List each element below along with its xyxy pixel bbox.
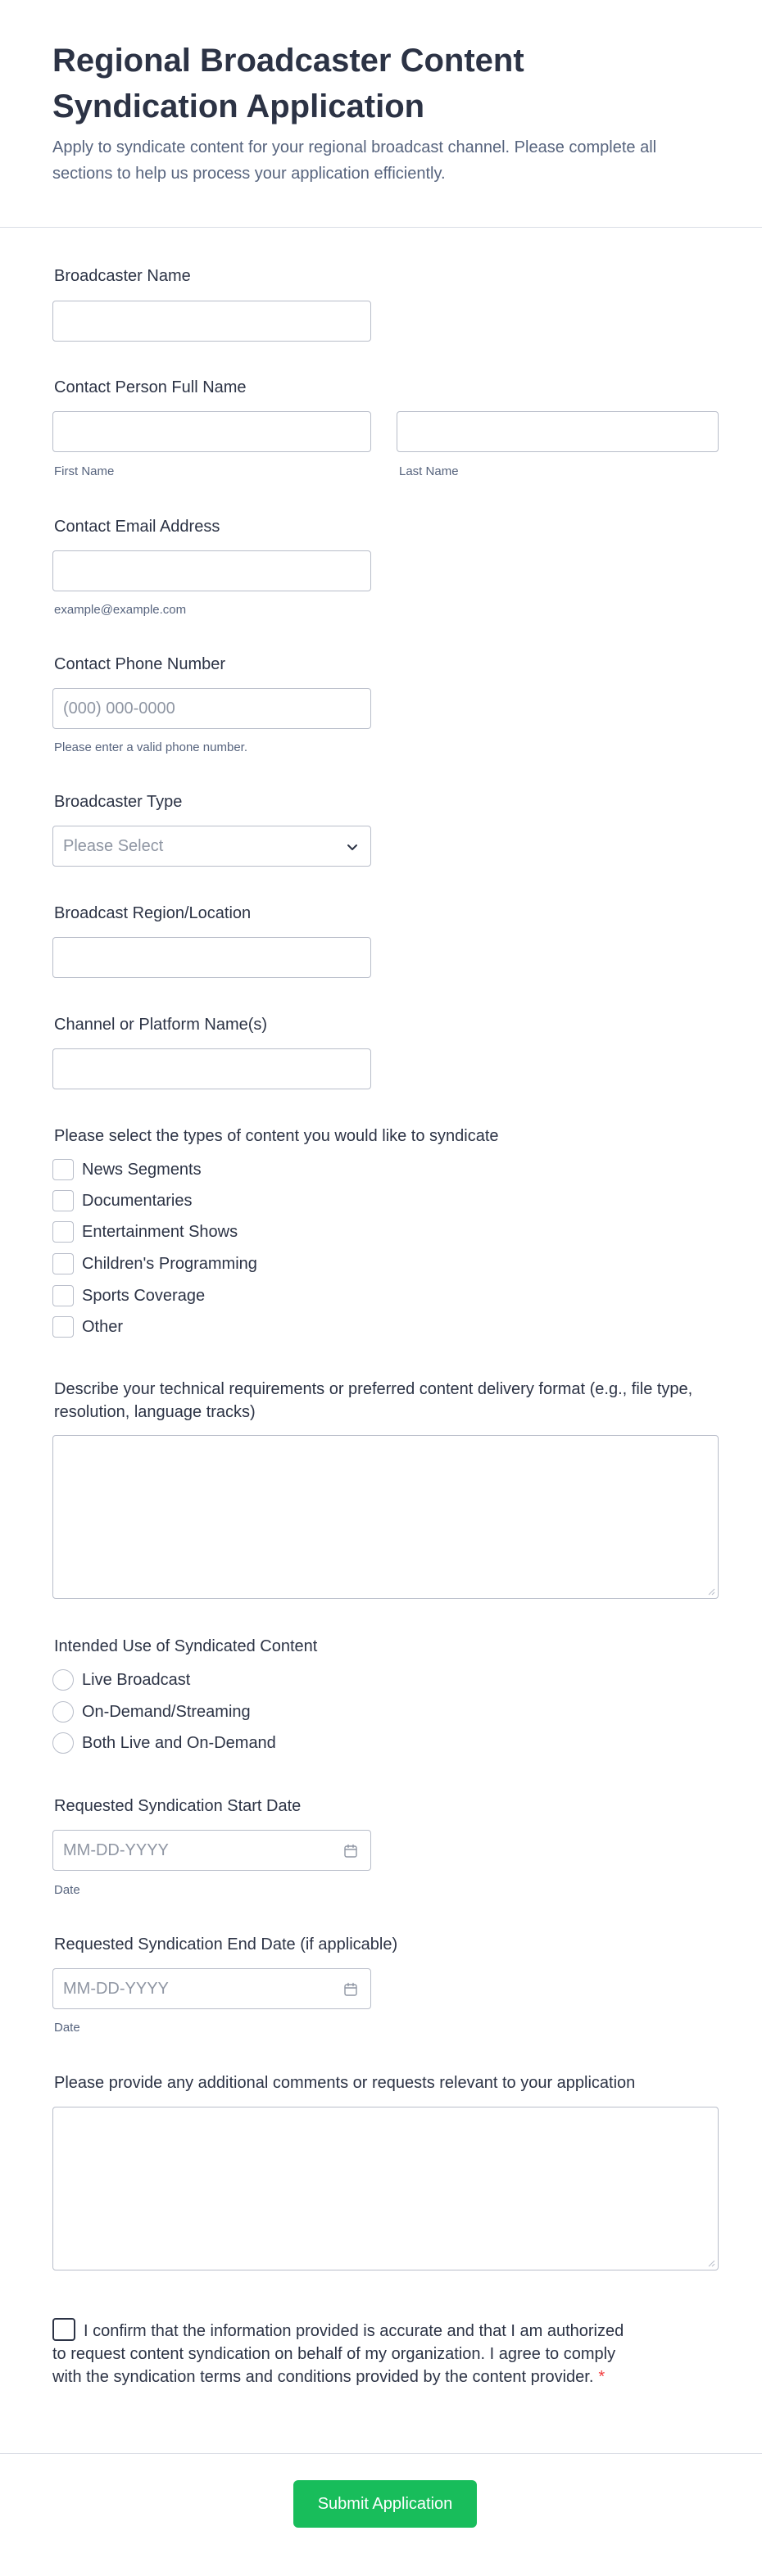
page-title: Regional Broadcaster Content Syndication Application (52, 43, 524, 124)
comments-textarea[interactable] (52, 2107, 719, 2270)
technical-label: Describe your technical requirements or preferred content delivery format (e.g., file type, resolution, language tracks) (54, 1380, 693, 1421)
option-label: On-Demand/Streaming (82, 1703, 251, 1721)
option-label: Entertainment Shows (82, 1223, 238, 1241)
chevron-down-icon (346, 840, 359, 853)
channel-label: Channel or Platform Name(s) (54, 1016, 268, 1034)
phone-input[interactable] (52, 688, 371, 729)
email-sublabel: example@example.com (54, 603, 187, 617)
broadcaster-name-label: Broadcaster Name (54, 267, 191, 285)
checkbox[interactable] (52, 1221, 74, 1243)
radio-button[interactable] (52, 1732, 74, 1754)
last-name-input[interactable] (397, 411, 719, 452)
option-label: Live Broadcast (82, 1671, 191, 1689)
resize-grip-icon[interactable] (707, 2259, 715, 2267)
option-label: Both Live and On-Demand (82, 1734, 276, 1752)
checkbox[interactable] (52, 1285, 74, 1306)
resize-grip-icon[interactable] (707, 1587, 715, 1596)
required-asterisk: * (598, 2368, 606, 2386)
email-input[interactable] (52, 550, 371, 591)
start-date-placeholder: MM-DD-YYYY (63, 1841, 169, 1859)
checkbox[interactable] (52, 1316, 74, 1338)
first-name-sublabel: First Name (54, 464, 115, 478)
intended-use-label: Intended Use of Syndicated Content (54, 1637, 318, 1655)
last-name-sublabel: Last Name (399, 464, 459, 478)
start-date-sublabel: Date (54, 1883, 80, 1897)
contact-name-label: Contact Person Full Name (54, 378, 247, 396)
content-types-label: Please select the types of content you would like to syndicate (54, 1127, 499, 1145)
submit-button[interactable]: Submit Application (293, 2480, 477, 2528)
comments-label: Please provide any additional comments or requests relevant to your application (54, 2074, 636, 2092)
first-name-input[interactable] (52, 411, 371, 452)
broadcaster-type-label: Broadcaster Type (54, 793, 183, 811)
option-label: Documentaries (82, 1192, 193, 1210)
region-label: Broadcast Region/Location (54, 904, 252, 922)
start-date-label: Requested Syndication Start Date (54, 1797, 302, 1815)
option-label: Children's Programming (82, 1255, 257, 1273)
checkbox[interactable] (52, 1253, 74, 1274)
broadcaster-type-selected: Please Select (63, 837, 164, 855)
confirm-text (52, 2320, 634, 2388)
broadcaster-name-input[interactable] (52, 301, 371, 342)
option-label: Sports Coverage (82, 1287, 206, 1305)
form-header (0, 0, 762, 228)
phone-sublabel: Please enter a valid phone number. (54, 740, 247, 754)
broadcaster-type-select[interactable] (52, 826, 371, 867)
start-date-input[interactable] (52, 1830, 371, 1871)
email-label: Contact Email Address (54, 518, 220, 536)
checkbox[interactable] (52, 1159, 74, 1180)
region-input[interactable] (52, 937, 371, 978)
checkbox[interactable] (52, 1190, 74, 1211)
confirm-label: I confirm that the information provided is accurate and that I am authorized to request content syndication on behalf of my organization. I agree to comply with the syndication terms and conditions provided by the content provider. (52, 2322, 624, 2386)
end-date-sublabel: Date (54, 2021, 80, 2035)
end-date-placeholder: MM-DD-YYYY (63, 1980, 169, 1998)
radio-button[interactable] (52, 1669, 74, 1691)
phone-label: Contact Phone Number (54, 655, 226, 673)
channel-input[interactable] (52, 1048, 371, 1089)
radio-button[interactable] (52, 1701, 74, 1723)
option-label: Other (82, 1318, 124, 1336)
calendar-icon[interactable] (342, 1981, 359, 1998)
form-footer (0, 2453, 762, 2576)
end-date-label: Requested Syndication End Date (if applicable) (54, 1935, 398, 1954)
form-description: Apply to syndicate content for your regional broadcast channel. Please complete all sections to help us process your application efficiently. (52, 138, 657, 183)
calendar-icon[interactable] (342, 1843, 359, 1859)
end-date-input[interactable] (52, 1968, 371, 2009)
option-label: News Segments (82, 1161, 202, 1179)
technical-textarea[interactable] (52, 1435, 719, 1599)
